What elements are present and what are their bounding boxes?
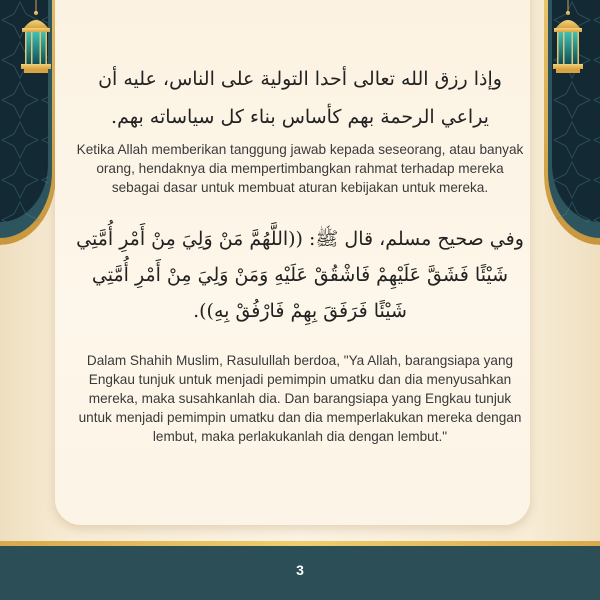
footer-bar <box>0 546 600 600</box>
page-number: 3 <box>296 562 304 578</box>
arabic-hadith-text: وفي صحيح مسلم، قال ﷺ: ((اللَّهُمَّ مَنْ وَلِيَ مِنْ أَمْرِ أُمَّتِي شَيْئًا فَشَقَّ عَلَيْهِمْ فَاشْقُقْ عَلَيْهِ وَمَنْ وَلِيَ مِنْ أَمْرِ أُمَّتِي شَيْئًا فَرَفَقَ بِهِمْ فَارْفُقْ بِهِ)). <box>76 228 524 322</box>
page-content <box>75 60 525 446</box>
arabic-intro-text: وإذا رزق الله تعالى أحدا التولية على الناس، عليه أن يراعي الرحمة بهم كأساس بناء كل سياساته بهم. <box>98 68 502 128</box>
lantern-icon <box>550 0 586 80</box>
lantern-icon <box>18 0 54 80</box>
indonesian-intro-text: Ketika Allah memberikan tanggung jawab kepada seseorang, atau banyak orang, hendaknya dia mempertimbangkan rahmat terhadap mereka sebagai dasar untuk membuat aturan kebijakan untuk mereka. <box>76 142 524 195</box>
indonesian-hadith-text: Dalam Shahih Muslim, Rasulullah berdoa, "Ya Allah, barangsiapa yang Engkau tunjuk untuk menjadi pemimpin umatku dan dia menyusahkan mereka, maka susahkanlah dia. Dan barangsiapa yang Engkau tunjuk untuk menjadi pemimpin umatku dan dia memperlakukan mereka dengan lembut, maka perlakukanlah dia dengan lembut." <box>78 353 522 444</box>
